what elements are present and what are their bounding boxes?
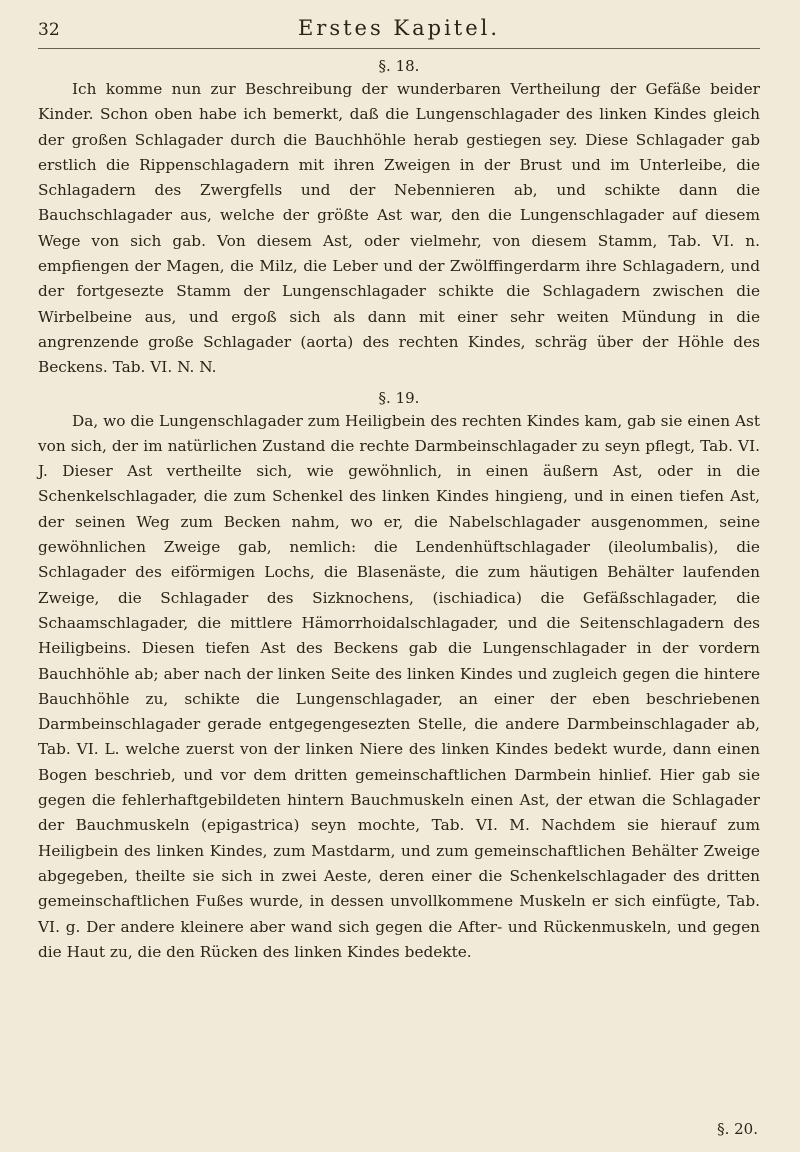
running-head: Erstes Kapitel. <box>297 16 501 40</box>
section-heading: §. 19. <box>378 388 420 407</box>
section-paragraph: Ich komme nun zur Beschreibung der wunderbaren Vertheilung der Gefäße beider Kinder. Schon oben habe ich bemerkt, daß die Lungenschlagader des linken Kindes gleich der großen Schlagader durch die Bauchhöhle herab gestiegen sey. Diese Schlagader gab erstlich die Rippenschlagadern mit ihren Zweigen in der Brust und im Unterleibe, die Schlagadern des Zwergfells und der Nebennieren ab, und schikte dann die Bauchschlagader aus, welche der größte Ast war, den die Lungenschlagader auf diesem Wege von sich gab. Von diesem Ast, oder vielmehr, von diesem Stamm, Tab. VI. n. empfiengen der Magen, die Milz, die Leber und der Zwölffingerdarm ihre Schlagadern, und der fortgesezte Stamm der Lungenschlagader schikte die Schlagadern zwischen die Wirbelbeine aus, und ergoß sich als dann mit einer sehr weiten Mündung in die angrenzende große Schlagader (aorta) des rechten Kindes, schräg über der Höhle des Beckens. Tab. VI. N. N. <box>38 80 760 377</box>
section-paragraph: Da, wo die Lungenschlagader zum Heiligbein des rechten Kindes kam, gab sie einen Ast von sich, der im natürlichen Zustand die rechte Darmbeinschlagader zu seyn pflegt, Tab. VI. J. Dieser Ast vertheilte sich, wie gewöhnlich, in einen äußern Ast, oder in die Schenkelschlagader, die zum Schenkel des linken Kindes hingieng, und in einen tiefen Ast, der seinen Weg zum Becken nahm, wo er, die Nabelschlagader ausgenommen, seine gewöhnlichen Zweige gab, nemlich: die Lendenhüftschlagader (ileolumbalis), die Schlagader des eiförmigen Lochs, die Blasenäste, die zum häutigen Behälter laufenden Zweige, die Schlagader des Sizknochens, (ischiadica) die Gefäßschlagader, die Schaamschlagader, die mittlere Hämorrhoidalschlagader, und die Seitenschlagadern des Heiligbeins. Diesen tiefen Ast des Beckens gab die Lungenschlagader in der vordern Bauchhöhle ab; aber nach der linken Seite des linken Kindes und zugleich gegen die hintere Bauchhöhle zu, schikte die Lungenschlagader, an einer der eben beschriebenen Darmbeinschlagader gerade entgegengesezten Stelle, die andere Darmbeinschlagader ab, Tab. VI. L. welche zuerst von der linken Niere des linken Kindes bedekt wurde, dann einen Bogen beschrieb, und vor dem dritten gemeinschaftlichen Darmbein hinlief. Hier gab sie gegen die fehlerhaftgebildeten hintern Bauchmuskeln einen Ast, der etwan die Schlagader der Bauchmuskeln (epigastrica) seyn mochte, Tab. VI. M. Nachdem sie hierauf zum Heiligbein des linken Kindes, zum Mastdarm, und zum gemeinschaftlichen Behälter Zweige abgegeben, theilte sie sich in zwei Aeste, deren einer die Schenkelschlagader des dritten gemeinschaftlichen Fußes wurde, in dessen unvollkommene Muskeln er sich einfügte, Tab. VI. g. Der andere kleinere aber wand sich gegen die After- und Rückenmuskeln, und gegen die Haut zu, die den Rücken des linken Kindes bedekte. <box>38 411 760 961</box>
section-18 <box>38 57 760 381</box>
catchword: §. 20. <box>717 1120 758 1138</box>
section-heading: §. 18. <box>378 57 420 75</box>
section-19 <box>38 389 760 966</box>
page-header <box>38 14 760 49</box>
page-number: 32 <box>38 20 60 40</box>
